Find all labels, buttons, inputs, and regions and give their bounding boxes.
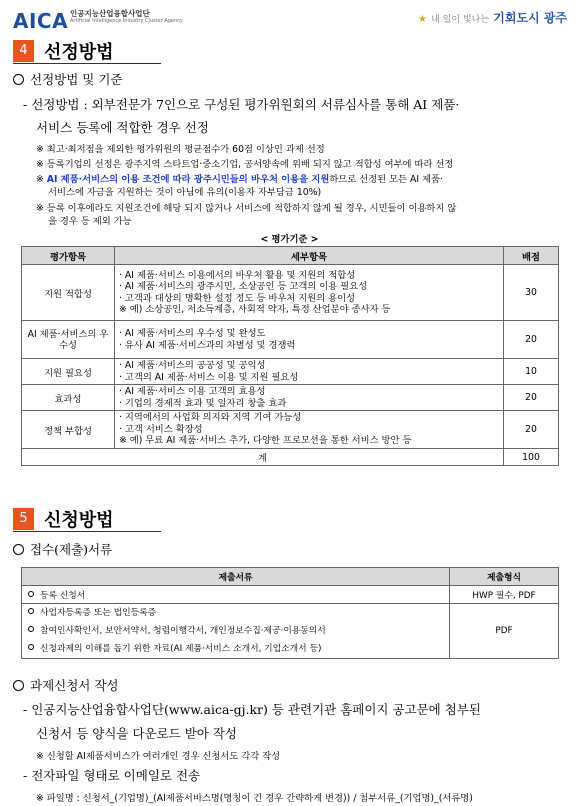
doc-format: HWP 필수, PDF <box>450 586 559 604</box>
table-header: 제출서류 <box>22 568 450 586</box>
gwangju-logo <box>418 9 567 26</box>
aica-name: 인공지능산업융합사업단 <box>70 9 150 18</box>
body-line: - 선정방법 : 외부전문가 7인으로 구성된 평가위원회의 서류심사를 통해 AI 제품· <box>23 97 460 112</box>
body-line: 서비스 등록에 적합한 경우 선정 <box>36 120 209 135</box>
eval-score: 20 <box>504 321 559 359</box>
table-row <box>22 411 559 449</box>
note: 을 경우 등 제외 가능 <box>48 216 132 227</box>
section-underline <box>13 63 161 64</box>
table-row <box>22 359 559 385</box>
table-header: 세부항목 <box>115 247 504 265</box>
aica-logo: AICA <box>13 9 69 33</box>
eval-score: 10 <box>504 359 559 385</box>
section-title: 신청방법 <box>44 510 114 531</box>
eval-details: · 지역에서의 사업화 의지와 지역 기여 가능성 · 고객 서비스 확장성 ※ 예) 무료 AI 제품·서비스 추가, 다양한 프로모션을 통한 서비스 방안 등 <box>115 411 504 449</box>
table-row <box>22 586 559 604</box>
eval-score: 30 <box>504 265 559 321</box>
aica-name-en: Artificial Intelligence Industry Cluster Agency <box>70 18 183 24</box>
eval-item: 지원 필요성 <box>22 359 115 385</box>
star-icon: ★ <box>418 14 427 25</box>
table-row <box>22 265 559 321</box>
table-total-row <box>22 449 559 466</box>
note: ※ 신청할 AI제품서비스가 여러개인 경우 신청서도 각각 작성 <box>36 751 281 762</box>
eval-score: 20 <box>504 411 559 449</box>
table-row <box>22 385 559 411</box>
section-number: 5 <box>13 508 34 530</box>
subheading: 과제신청서 작성 <box>13 676 119 694</box>
documents-table <box>21 567 559 659</box>
subheading: 선정방법 및 기준 <box>13 70 122 88</box>
table-row <box>22 604 559 659</box>
eval-details: · AI 제품·서비스 이용에서의 바우처 활용 및 지원의 적합성 · AI 제품·서비스의 광주시민, 소상공인 등 고객의 이용 필요성 · 고객과 대상의 명확한 설정 정도 등 바우처 지원의 용이성 ※ 예) 소상공인, 저소득계층, 사회적 약자, 특정 산업분야 종사자 등 <box>115 265 504 321</box>
bullet-icon <box>28 644 34 650</box>
circle-bullet-icon <box>13 680 24 691</box>
section-underline <box>13 531 161 532</box>
eval-details: · AI 제품·서비스의 공공성 및 공익성 · 고객의 AI 제품·서비스 이용 및 지원 필요성 <box>115 359 504 385</box>
highlight-text: AI 제품·서비스의 이용 조건에 따라 광주시민들의 바우처 이용을 지원 <box>46 174 330 185</box>
circle-bullet-icon <box>13 74 24 85</box>
total-label: 계 <box>22 449 504 466</box>
eval-details: · AI 제품·서비스 이용 고객의 효용성 · 기업의 경제적 효과 및 일자리 창출 효과 <box>115 385 504 411</box>
note: ※ 등록기업의 선정은 광주지역 스타트업·중소기업, 공서양속에 위배 되지 않고 적합성 여부에 따라 선정 <box>36 159 454 170</box>
gwangju-logo-prefix: 내 일이 빛나는 <box>431 15 490 25</box>
note: ※ AI 제품·서비스의 이용 조건에 따라 광주시민들의 바우처 이용을 지원하므로 선정된 모든 AI 제품· <box>36 174 443 185</box>
subheading: 접수(제출)서류 <box>13 540 112 558</box>
section-title: 선정방법 <box>44 42 114 63</box>
section-number: 4 <box>13 40 34 62</box>
evaluation-table <box>21 246 559 466</box>
table-header: 배점 <box>504 247 559 265</box>
eval-score: 20 <box>504 385 559 411</box>
total-score: 100 <box>504 449 559 466</box>
note: ※ 파일명 : 신청서_(기업명)_(AI제품서비스명(명칭이 긴 경우 간략하게 변경)) / 첨부서류_(기업명)_(서류명) <box>36 793 473 804</box>
body-line: - 인공지능산업융합사업단(www.aica-gj.kr) 등 관련기관 홈페이지 공고문에 첨부된 <box>23 702 481 717</box>
doc-item: 등록 신청서 <box>22 586 450 604</box>
note: ※ 등록 이후에라도 지원조건에 해당 되지 않거나 서비스에 적합하지 않게 될 경우, 시민들이 이용하지 않 <box>36 203 457 214</box>
eval-item: 지원 적합성 <box>22 265 115 321</box>
doc-format: PDF <box>450 604 559 659</box>
body-line: 신청서 등 양식을 다운로드 받아 작성 <box>36 726 237 741</box>
table-caption: < 평가기준 > <box>260 234 319 245</box>
bullet-icon <box>28 608 34 614</box>
table-row <box>22 321 559 359</box>
eval-item: 효과성 <box>22 385 115 411</box>
table-header: 제출형식 <box>450 568 559 586</box>
eval-item: 정책 부합성 <box>22 411 115 449</box>
table-header: 평가항목 <box>22 247 115 265</box>
gwangju-logo-text: 기회도시 광주 <box>493 11 567 25</box>
bullet-icon <box>28 626 34 632</box>
circle-bullet-icon <box>13 544 24 555</box>
note: ※ 최고·최저점을 제외한 평가위원의 평균점수가 60점 이상인 과제 선정 <box>36 144 325 155</box>
bullet-icon <box>28 591 34 597</box>
body-line: - 전자파일 형태로 이메일로 전송 <box>23 768 201 783</box>
eval-item: AI 제품·서비스의 우수성 <box>22 321 115 359</box>
eval-details: · AI 제품·서비스의 우수성 및 완성도 · 유사 AI 제품·서비스과의 차별성 및 경쟁력 <box>115 321 504 359</box>
note: 서비스에 자금을 지원하는 것이 아님에 유의(이용자 자부담금 10%) <box>48 187 322 198</box>
doc-item: 사업자등록증 또는 법인등록증 참여인사확인서, 보안서약서, 청렴이행각서, 개인정보수집·제공·이용동의서 신청과제의 이해를 돕기 위한 자료(AI 제품·서비스 소개서, 기업소개서 등) <box>22 604 450 659</box>
